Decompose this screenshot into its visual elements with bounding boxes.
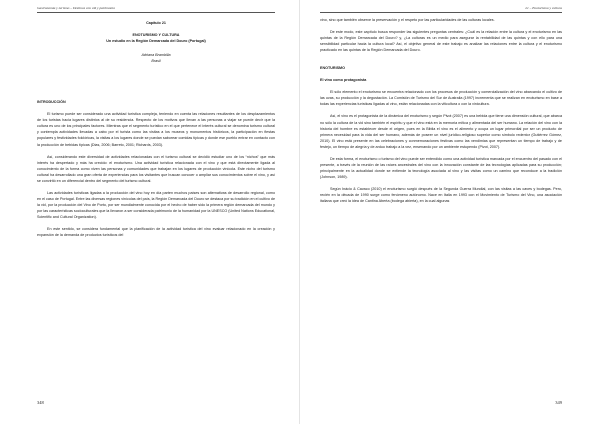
header-rule-left bbox=[37, 12, 275, 13]
body-paragraph: En este sentido, se considera fundamental que la planificación de la actividad turística del vino evaluar relacionado en la creación y expansión de la demanda de productos turísticos del bbox=[37, 227, 275, 238]
body-paragraph: Así, considerando este diversidad de actividades relacionadas con el turismo cultural se decidió estudiar uno de los “nichos” que más interés ha despertado y más ha crecido: el enoturismo. Una actividad turística relacionada con el vino y que está directamente ligada al conocimiento de la forma como viven las personas y comunidades que trabajan en los lugares de producción vinícola. Este nicho del turismo cultural ha desarrollado una gran oferta de experiencias para los visitantes que buscan conocer o ampliar sus conocimientos sobre el vino, y así se convirtió en un diferencial dentro del segmento del turismo cultural. bbox=[37, 154, 275, 183]
chapter-title: ENOTURISMO Y CULTURA bbox=[132, 33, 180, 38]
subsection-heading: El vino como protagonista bbox=[320, 78, 367, 83]
running-head-left: Gastronomía y turismo – Destinos con vid y patrimonio bbox=[37, 6, 116, 10]
body-paragraph: De este modo, este capítulo busca responder las siguientes preguntas centrales: ¿Cuál es la relación entre la cultura y el enoturismo en las quintas de la Región Demarcada del Douro? y, ¿La culturas es un medio para asegurar la rentabilidad de las quintas y con ello para una sensibilidad particular hacia la cultura local? Así, el objetivo general de este trabajo es analizar las relaciones entre la cultura y el enoturismo practicado en las quintas de la Región Demarcada del Douro. bbox=[320, 30, 562, 53]
chapter-number: Capítulo 21 bbox=[146, 21, 166, 25]
body-paragraph: El turismo puede ser considerado una actividad turística compleja, teniendo en cuenta las relaciones resultantes de los desplazamientos de los turistas hacia lugares distintos al de su residencia. Respecto de los motivos que llevan a las personas a viajar se puede decir que la cultura es uno de los principales factores. Mientras que el segmento turístico en el que pertenece el interés cultural se denomina turismo cultural y contempla actividades llevadas a cabo por el turista como las visitas a los museos y monumentos históricos, la participación en fiestas populares y festividades folclóricas, la visitas a los lugares donde se puedan saborear comidas típicas y donde ese pueblo entrar en contacto con la producción de bebidas típicas (Dias, 2006; Barreto, 2001; Richards, 2003). bbox=[37, 112, 275, 147]
right-page bbox=[300, 0, 600, 424]
page-number-left: 348 bbox=[37, 400, 44, 405]
body-paragraph: Según Inácio & Cavaco (2010) el enoturismo surgió después de la Segunda Guerra Mundial, con las visitas a las caves y bodegas. Pero, recién en la década de 1990 surge como fenómeno autónomo. Nace en Italia en 1993 con el Movimiento de Turismo del Vino, una asociación italiana que creó la idea de Cantina Aberta (bodega abierta), en la cual algunas bbox=[320, 186, 562, 204]
chapter-subtitle: Un estudio en la Región Demarcada del Douro (Portugal) bbox=[106, 39, 206, 44]
body-paragraph-continued: vino, sino que también observe la preservación y el respeto por las particularidades de las culturas locales. bbox=[320, 18, 495, 22]
right-page-content bbox=[320, 17, 562, 204]
body-paragraph: Así, el vino es el protagonista de la dinámica del enoturismo y según Pivot (2007) es una bebida que tiene una dimensión cultural, que abarca no sólo la cultura de la vid sino también el espíritu y que el vino está en la memoria mítica y alimentada del ser humano. La relación del vino con la historia del hombre es establecer desde el origen, pues en la Biblia el vino es el alimento y ocupa un lugar primordial por ser un producto de primera necesidad para la vida del ser humano, además de poseer un nivel jurídico-religioso superior como símbolo redentor (Gutiérrez Gómez, 2010). El vino está presente en las celebraciones y conmemoraciones festivas como las vendimias que representan un tiempo de trabajo y de festejo, un tiempo de alegría y de arduo trabajo a la vez, ensenando por un ambiente estupendo (Pivot, 2007). bbox=[320, 114, 562, 149]
section-heading-introduccion: INTRODUCCIÓN bbox=[37, 100, 66, 105]
chapter-author: Adriana Brambilla bbox=[141, 53, 171, 58]
body-paragraph: El sólo elemento el enoturismo se encuentra relacionado con los procesos de producción y comercialización del vino abarcando el cultivo de las uvas, su producción y la degustación. La Comisión de Turismo del Sur de Australia (1997) incrementa que se realizan en enoturismo en base a todas las experiencias turísticas ligadas al vino, están relacionadas con la viticultura o con la vinicultura. bbox=[320, 90, 562, 107]
running-head-right: 21 – Enoturismo y cultura bbox=[525, 6, 562, 10]
header-rule-right bbox=[320, 12, 562, 13]
page-number-right: 349 bbox=[555, 400, 562, 405]
left-page-content bbox=[37, 17, 275, 238]
author-affiliation: Brasil bbox=[151, 59, 161, 64]
body-paragraph: De esta forma, el enoturismo o turismo del vino puede ser entendido como una actividad turística marcada por el encuentro del pasado con el presente, a través de la reunión de las raíces ancestrales del vino con la innovación constante de las tecnologías aplicadas para su producción; principalmente en la actualidad donde se extiende la tecnología asociada al vino y las visitas como un camino que reconduce a la tradición (Johnson, 1989). bbox=[320, 156, 562, 179]
section-heading-enoturismo: ENOTURISMO bbox=[320, 66, 345, 71]
body-paragraph: Las actividades turísticas ligadas a la producción del vino hoy en día parten muchos países son alternativas de desarrollo regional, como en el caso de Portugal. Entre las diversas regiones vinícolas del país, la Región Demarcada del Douro se destaca por su tradición en el cultivo de la vid, por la producción del Vino de Porto, por ser mundialmente conocida por el hecho de haber sido la primera región demarcada del mundo y por las características socioculturales que la llevaron a ser considerada patrimonio de la humanidad por la UNESCO (United Nations Educational, Scientific and Cultural Organization). bbox=[37, 190, 275, 219]
